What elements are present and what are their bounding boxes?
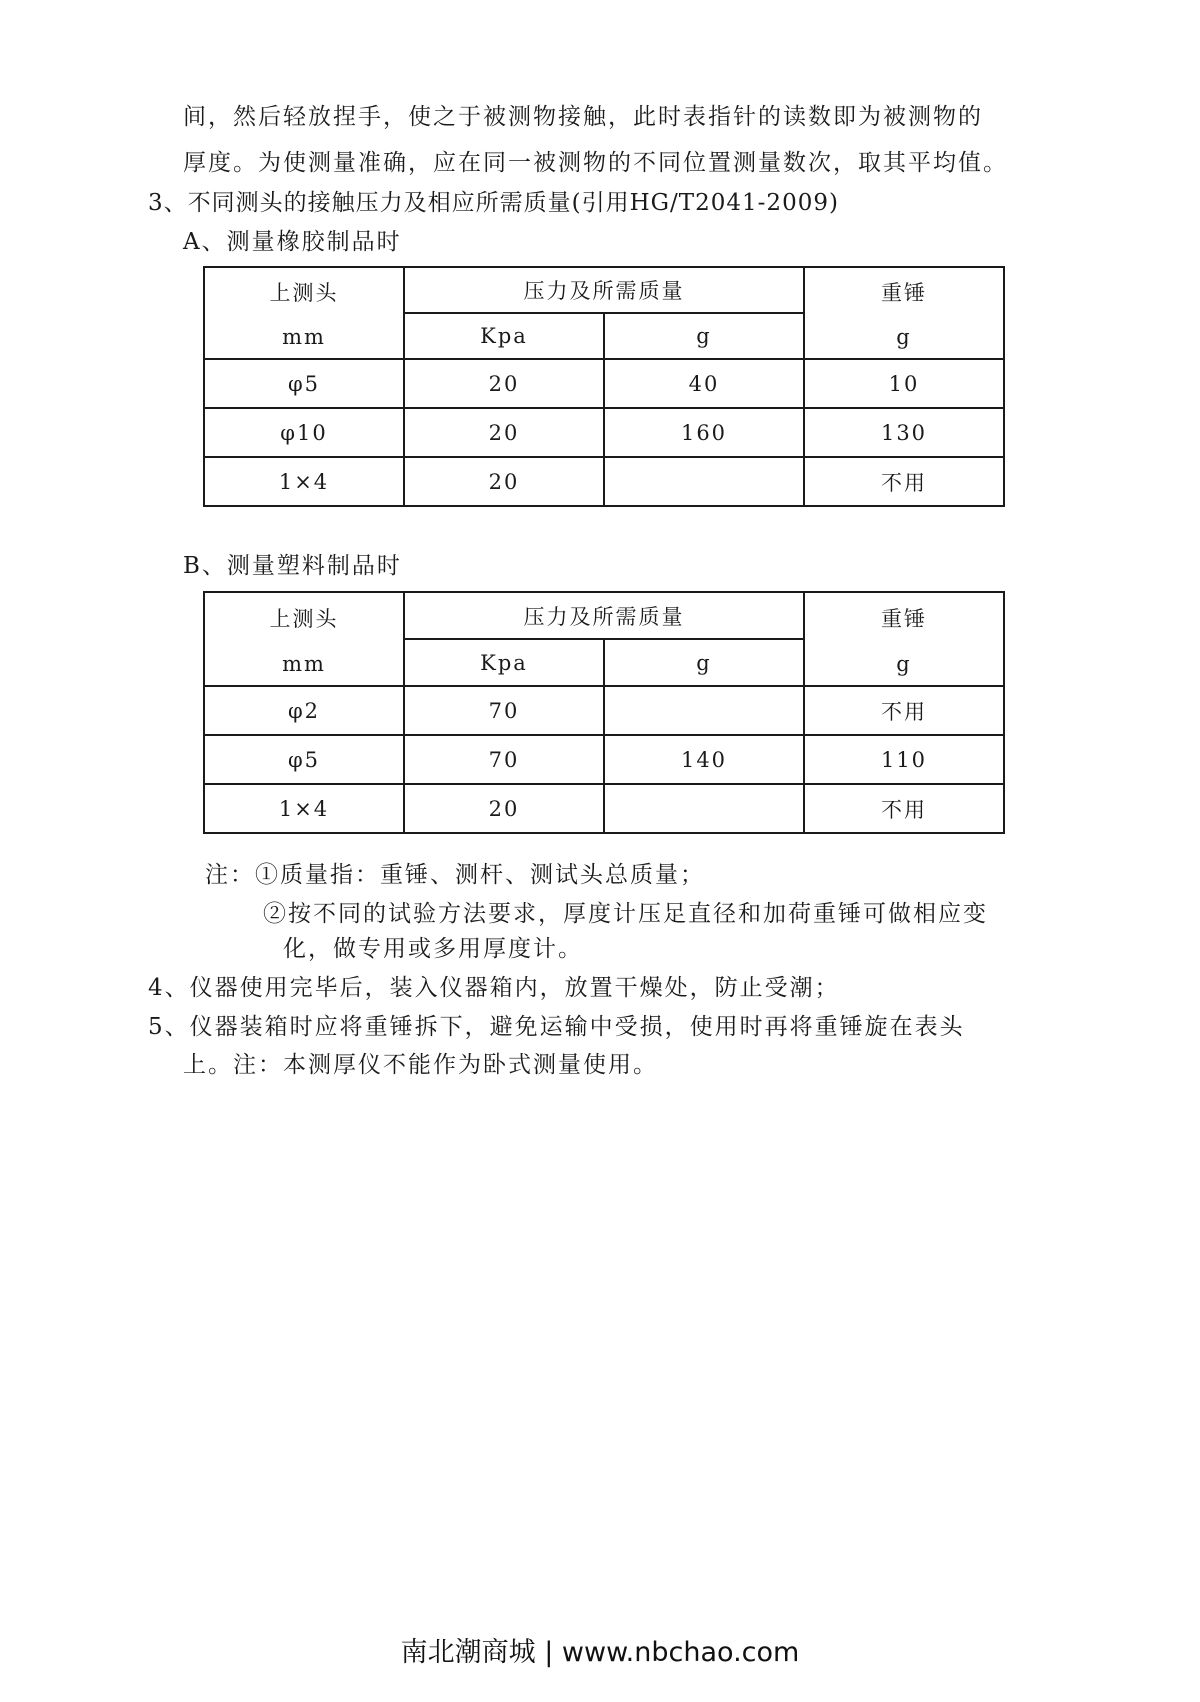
table-a-header-weight-label: 重锤 [881, 281, 927, 305]
item-5-line-1: 5、仪器装箱时应将重锤拆下，避免运输中受损，使用时再将重锤旋在表头 [148, 1014, 965, 1040]
paragraph-line-1: 间，然后轻放捏手，使之于被测物接触，此时表指针的读数即为被测物的 [183, 104, 983, 130]
table-a-cell-g [604, 457, 804, 506]
table-b-cell-g [604, 784, 804, 833]
table-a-header-weight-unit: g [896, 325, 912, 349]
table-b-cell-weight: 不用 [804, 686, 1004, 735]
table-a-header-pressure: 压力及所需质量 [404, 267, 804, 313]
site-footer: 南北潮商城 | www.nbchao.com [400, 1637, 800, 1668]
note-2-line-2: 化，做专用或多用厚度计。 [283, 936, 583, 962]
table-a-header-head-label: 上测头 [269, 281, 339, 305]
note-2-line-1: ②按不同的试验方法要求，厚度计压足直径和加荷重锤可做相应变 [263, 901, 988, 927]
table-a [203, 266, 1005, 507]
item-4: 4、仪器使用完毕后，装入仪器箱内，放置干燥处，防止受潮； [148, 975, 840, 1001]
item-3-title: 3、不同测头的接触压力及相应所需质量(引用HG/T2041-2009) [148, 190, 839, 216]
paragraph-line-2: 厚度。为使测量准确，应在同一被测物的不同位置测量数次，取其平均值。 [183, 150, 1008, 176]
table-b-cell-weight: 不用 [804, 784, 1004, 833]
item-5-line-2: 上。注：本测厚仪不能作为卧式测量使用。 [183, 1052, 658, 1078]
table-b-cell-g: 140 [604, 735, 804, 784]
note-1: 注：①质量指：重锤、测杆、测试头总质量； [205, 862, 705, 888]
table-a-cell-head: φ5 [204, 359, 404, 408]
table-b-cell-head: φ5 [204, 735, 404, 784]
table-a-cell-g: 160 [604, 408, 804, 457]
table-a-cell-weight: 130 [804, 408, 1004, 457]
table-b-header-weight-unit: g [896, 651, 912, 676]
table-a-cell-head: 1×4 [204, 457, 404, 506]
table-row [204, 359, 1004, 408]
table-b-cell-head: 1×4 [204, 784, 404, 833]
table-b-cell-kpa: 20 [404, 784, 604, 833]
table-a-cell-weight: 10 [804, 359, 1004, 408]
table-a-cell-kpa: 20 [404, 408, 604, 457]
table-row [204, 408, 1004, 457]
table-b-header-weight [804, 592, 1004, 686]
table-a-cell-weight: 不用 [804, 457, 1004, 506]
table-b-header-pressure: 压力及所需质量 [404, 592, 804, 639]
table-b-cell-head: φ2 [204, 686, 404, 735]
section-b-title: B、测量塑料制品时 [183, 553, 402, 579]
table-b-cell-g [604, 686, 804, 735]
table-b-header-head-label: 上测头 [269, 606, 339, 631]
table-row [204, 735, 1004, 784]
table-b-header-kpa: Kpa [404, 639, 604, 686]
table-b-cell-weight: 110 [804, 735, 1004, 784]
table-b-header-g: g [604, 639, 804, 686]
table-a-header-weight [804, 267, 1004, 359]
section-a-title: A、测量橡胶制品时 [183, 229, 402, 255]
table-a-header-head-unit: mm [282, 325, 326, 349]
table-b-cell-kpa: 70 [404, 735, 604, 784]
table-a-header-g: g [604, 313, 804, 359]
table-a-cell-kpa: 20 [404, 457, 604, 506]
table-b [203, 591, 1005, 834]
table-a-cell-g: 40 [604, 359, 804, 408]
table-a-header-kpa: Kpa [404, 313, 604, 359]
table-row [204, 784, 1004, 833]
table-row [204, 457, 1004, 506]
table-b-header-head [204, 592, 404, 686]
table-b-header-head-unit: mm [282, 651, 326, 676]
table-a-header-head [204, 267, 404, 359]
table-row [204, 686, 1004, 735]
table-a-cell-head: φ10 [204, 408, 404, 457]
table-b-header-weight-label: 重锤 [881, 606, 927, 631]
table-a-cell-kpa: 20 [404, 359, 604, 408]
table-b-cell-kpa: 70 [404, 686, 604, 735]
